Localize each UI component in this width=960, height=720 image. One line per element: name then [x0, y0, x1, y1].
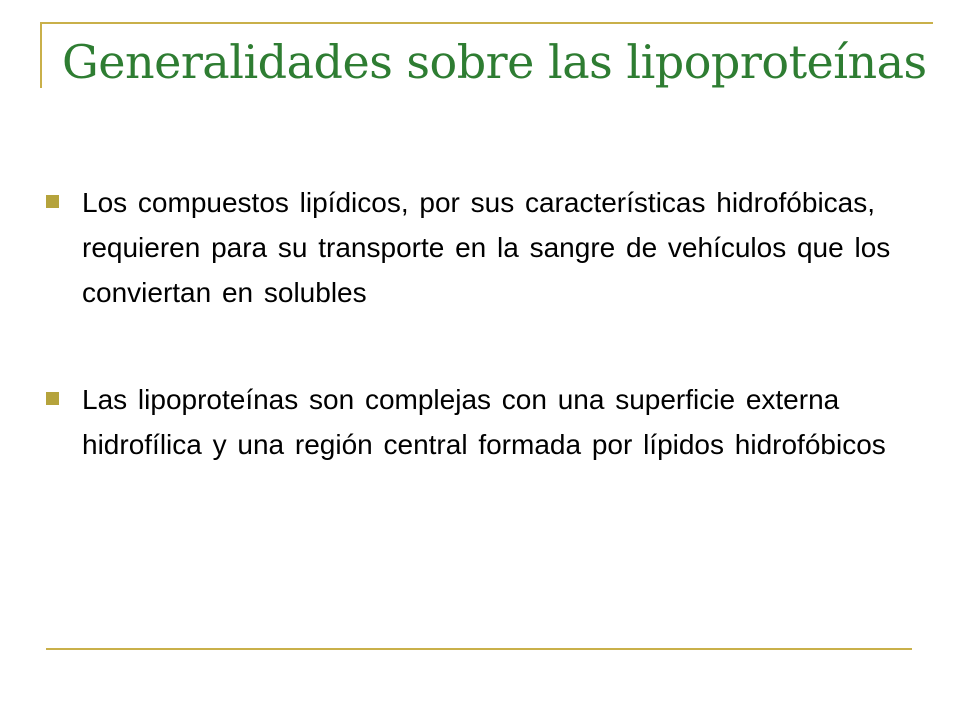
bottom-divider-line: [46, 648, 912, 650]
square-bullet-icon: [46, 195, 59, 208]
top-divider-line: [40, 22, 933, 24]
bullet-list: [46, 180, 896, 529]
bullet-text: Los compuestos lipídicos, por sus características hidrofóbicas, requieren para su transporte en la sangre de vehículos que los conviertan en solubles: [82, 187, 891, 308]
bullet-item: [46, 377, 896, 467]
square-bullet-icon: [46, 392, 59, 405]
bullet-item: [46, 180, 896, 315]
bullet-text: Las lipoproteínas son complejas con una superficie externa hidrofílica y una región central formada por lípidos hidrofóbicos: [82, 384, 886, 460]
slide-title: Generalidades sobre las lipoproteínas: [62, 35, 927, 89]
left-accent-line: [40, 22, 42, 88]
